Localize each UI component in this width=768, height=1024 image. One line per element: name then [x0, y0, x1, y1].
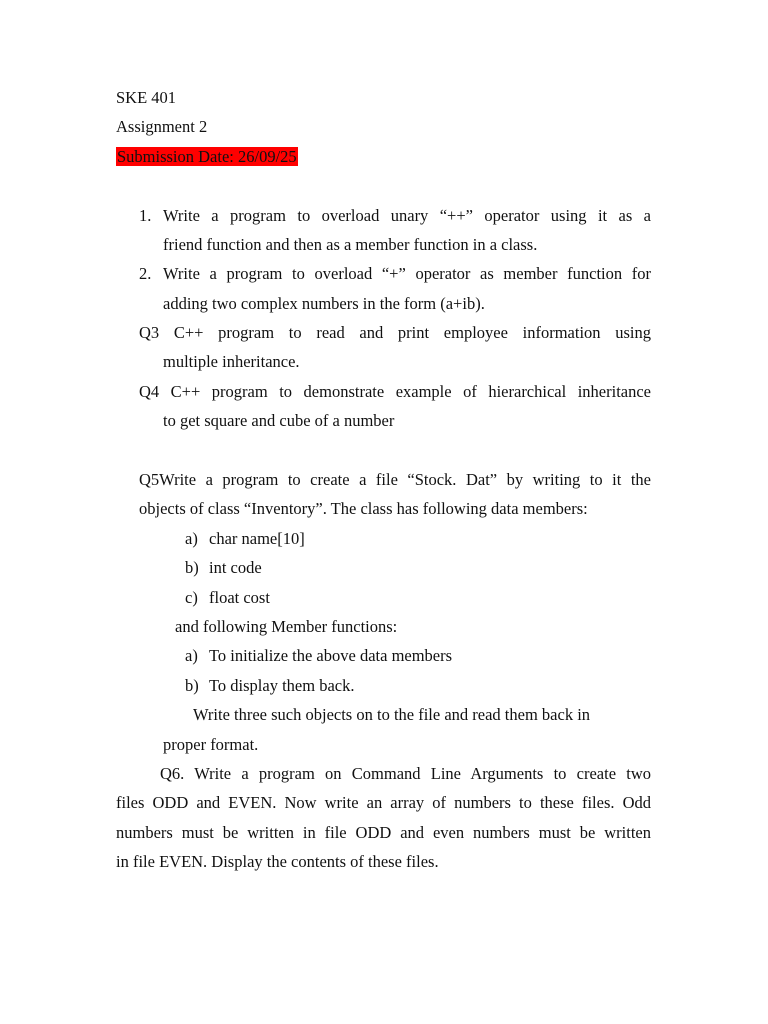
q5-line2: objects of class “Inventory”. The class has following data members:	[139, 499, 588, 518]
q5-member-b-marker: b)	[185, 558, 199, 577]
q3-line2: multiple inheritance.	[163, 352, 300, 371]
q4-line2: to get square and cube of a number	[163, 411, 395, 430]
q1-line2: friend function and then as a member function in a class.	[163, 235, 538, 254]
q5-member-a-marker: a)	[185, 529, 198, 548]
q5-function-a-text: To initialize the above data members	[209, 646, 453, 665]
q5-closing-line1: Write three such objects on to the file and read them back in	[193, 705, 591, 724]
q5-function-b-text: To display them back.	[209, 676, 355, 695]
q6-line2: files ODD and EVEN. Now write an array of numbers to these files. Odd	[116, 793, 651, 812]
q6-line1: Q6. Write a program on Command Line Arguments to create two	[160, 764, 651, 783]
q5-function-b-marker: b)	[185, 676, 199, 695]
q5-member-a-text: char name[10]	[209, 529, 305, 548]
q3-line1: Q3 C++ program to read and print employee information using	[139, 323, 651, 342]
q5-member-b-text: int code	[209, 558, 262, 577]
q5-functions-intro: and following Member functions:	[175, 617, 398, 636]
q5-member-c-text: float cost	[209, 588, 270, 607]
q2-number: 2.	[139, 264, 152, 283]
course-code: SKE 401	[116, 88, 177, 107]
q5-function-a-marker: a)	[185, 646, 198, 665]
q6-line3: numbers must be written in file ODD and even numbers must be written	[116, 823, 651, 842]
q6-line4: in file EVEN. Display the contents of these files.	[116, 852, 439, 871]
q5-closing-line2: proper format.	[163, 735, 259, 754]
q1-line1: Write a program to overload unary “++” operator using it as a	[163, 206, 651, 225]
submission-date-highlight: Submission Date: 26/09/25	[117, 147, 297, 166]
q4-line1: Q4 C++ program to demonstrate example of hierarchical inheritance	[139, 382, 651, 401]
submission-date-line	[116, 147, 298, 167]
q5-line1: Q5Write a program to create a file “Stock. Dat” by writing to it the	[139, 470, 651, 489]
q2-line1: Write a program to overload “+” operator as member function for	[163, 264, 651, 283]
q1-number: 1.	[139, 206, 152, 225]
assignment-title: Assignment 2	[116, 117, 208, 136]
q5-member-c-marker: c)	[185, 588, 198, 607]
q2-line2: adding two complex numbers in the form (a+ib).	[163, 294, 485, 313]
